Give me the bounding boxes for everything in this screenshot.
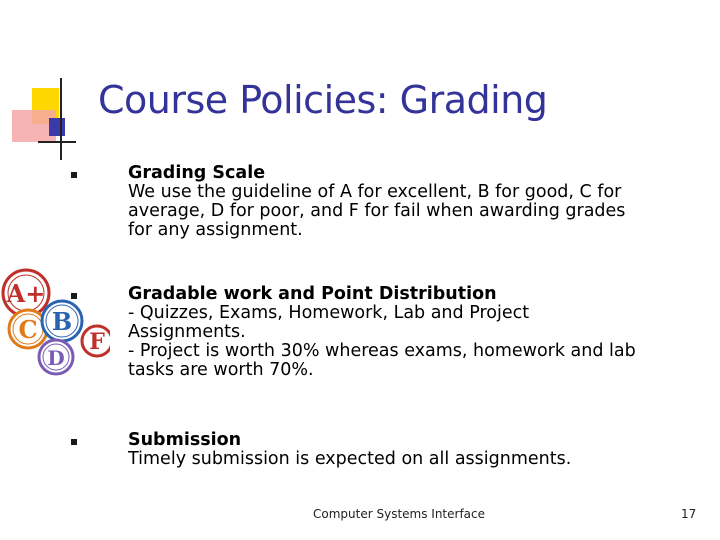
slide-title: Course Policies: Grading [98,78,548,122]
item-line: tasks are worth 70%. [128,360,314,380]
decor-blue-square [49,118,65,136]
grade-badge-d [39,340,73,374]
grade-badges-illustration [0,265,110,385]
bullet-item-grading-scale [128,164,718,240]
item-line: - Project is worth 30% whereas exams, homework and lab [128,341,636,361]
item-line: for any assignment. [128,220,303,240]
grade-badge-c-label: C [18,315,38,344]
grade-badge-a-label: A+ [6,279,46,308]
page-number: 17 [681,507,697,521]
grade-badge-d-label: D [47,346,65,370]
grade-badge-b-label: B [51,307,73,336]
item-heading: Gradable work and Point Distribution [128,284,497,304]
item-heading: Grading Scale [128,163,266,183]
footer-course-title: Computer Systems Interface [313,507,486,521]
bullet-icon [71,439,77,445]
grade-badge-b [42,301,82,341]
item-line: We use the guideline of A for excellent, B for good, C for [128,182,622,202]
bullet-item-point-distribution [128,285,718,380]
item-line: Timely submission is expected on all assignments. [128,449,572,469]
item-line: - Quizzes, Exams, Homework, Lab and Project [128,303,530,323]
bullet-item-submission [128,431,718,469]
bullet-icon [71,172,77,178]
item-heading: Submission [128,430,242,450]
decor-horizontal-line [38,141,76,143]
grade-badge-f [82,326,110,356]
item-line: Assignments. [128,322,246,342]
decor-vertical-line [60,78,62,160]
item-line: average, D for poor, and F for fail when awarding grades [128,201,626,221]
grade-badge-f-label: F [89,329,105,355]
